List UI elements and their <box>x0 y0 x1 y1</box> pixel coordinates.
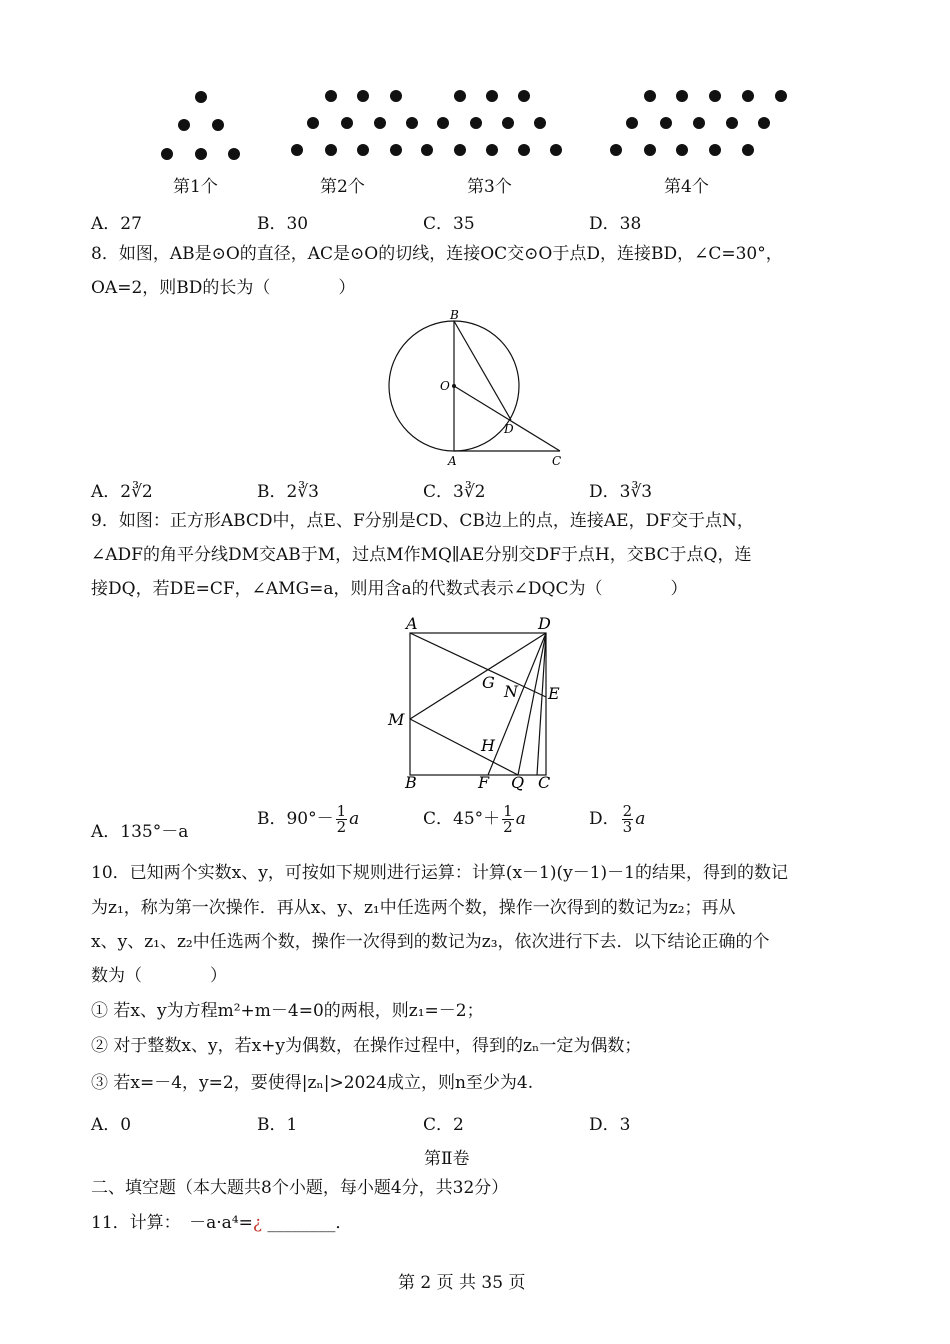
q9-option-d-prefix: D． <box>589 809 620 829</box>
page-footer: 第 2 页 共 35 页 <box>398 1273 526 1293</box>
q11-text <box>91 1213 352 1233</box>
fraction-two-thirds: $\frac{2}{3}$ <box>622 802 633 836</box>
q9-text-line3: 接DQ，若DE=CF，∠AMG=a，则用含a的代数式表示∠DQC为（ ） <box>91 579 688 599</box>
section-heading: 二、填空题（本大题共8个小题，每小题4分，共32分） <box>91 1178 509 1198</box>
variable-a: a <box>349 809 360 829</box>
fraction-one-half: $\frac{1}{2}$ <box>336 802 347 836</box>
caption-figure-1: 第1个 <box>173 177 218 197</box>
label-g: G <box>482 673 495 692</box>
label-a: A <box>448 454 457 468</box>
q10-text-line4: 数为（ ） <box>91 966 227 986</box>
q10-statement-1: ① 若x、y为方程m²+m－4=0的两根，则z₁=－2； <box>91 1001 484 1021</box>
q8-text-line1: 8．如图，AB是⊙O的直径，AC是⊙O的切线，连接OC交⊙O于点D，连接BD，∠C=30°， <box>91 244 783 264</box>
label-h: H <box>481 736 495 755</box>
label-c: C <box>552 454 562 468</box>
q10-option-c: C．2 <box>423 1115 464 1135</box>
circle-tangent-figure <box>380 305 580 470</box>
q7-option-b: B．30 <box>257 214 309 234</box>
q10-option-b: B．1 <box>257 1115 298 1135</box>
caption-figure-3: 第3个 <box>467 177 512 197</box>
caption-figure-2: 第2个 <box>320 177 365 197</box>
label-o: O <box>440 379 450 393</box>
q9-text-line2: ∠ADF的角平分线DM交AB于M，过点M作MQ∥AE分别交DF于点H，交BC于点Q，连 <box>91 545 752 565</box>
q8-text-line2: OA=2，则BD的长为（ ） <box>91 278 356 298</box>
q8-option-d: D．3∛3 <box>589 482 653 502</box>
q10-option-a: A．0 <box>91 1115 132 1135</box>
q11-expression: 11．计算： －a·a⁴= <box>91 1213 253 1233</box>
q8-option-c: C．3∛2 <box>423 482 486 502</box>
q9-option-b <box>257 804 359 835</box>
label-d: D <box>538 614 551 633</box>
q9-option-c-prefix: C．45°＋ <box>423 809 501 829</box>
q10-statement-2: ② 对于整数x、y，若x+y为偶数，在操作过程中，得到的zₙ一定为偶数； <box>91 1036 642 1056</box>
q11-answer-blank: ________． <box>267 1213 353 1233</box>
q10-text-line2: 为z₁，称为第一次操作．再从x、y、z₁中任选两个数，操作一次得到的数记为z₂；再从 <box>91 898 736 918</box>
q9-option-c <box>423 804 526 835</box>
q10-statement-3: ③ 若x=－4，y=2，要使得|zₙ|>2024成立，则n至少为4. <box>91 1073 534 1093</box>
figure-2-dots <box>291 90 418 156</box>
label-c: C <box>538 773 551 792</box>
q9-option-a: A．135°－a <box>91 822 189 842</box>
label-q: Q <box>511 773 525 792</box>
q9-option-b-prefix: B．90°－ <box>257 809 334 829</box>
square-figure <box>380 608 580 798</box>
label-m: M <box>388 710 405 729</box>
figure-3-dots <box>421 90 562 156</box>
q7-option-a: A．27 <box>91 214 142 234</box>
label-a: A <box>406 614 418 633</box>
section-title: 第Ⅱ卷 <box>424 1149 470 1169</box>
q9-option-d <box>589 804 645 835</box>
q10-option-d: D．3 <box>589 1115 631 1135</box>
q9-text-line1: 9．如图：正方形ABCD中，点E、F分别是CD、CB边上的点，连接AE，DF交于点N， <box>91 511 754 531</box>
q8-option-a: A．2∛2 <box>91 482 153 502</box>
label-n: N <box>504 682 518 701</box>
label-e: E <box>548 684 560 703</box>
fraction-one-half: $\frac{1}{2}$ <box>503 802 513 836</box>
variable-a: a <box>635 809 646 829</box>
label-b: B <box>405 773 417 792</box>
variable-a: a <box>515 809 526 829</box>
q7-option-c: C．35 <box>423 214 475 234</box>
q11-glyph: ¿ <box>252 1213 262 1233</box>
q7-option-d: D．38 <box>589 214 642 234</box>
label-f: F <box>478 773 490 792</box>
q10-text-line1: 10．已知两个实数x、y，可按如下规则进行运算：计算(x－1)(y－1)－1的结果，得到的数记 <box>91 863 788 883</box>
q8-option-b: B．2∛3 <box>257 482 319 502</box>
figure-4-dots <box>610 90 787 156</box>
label-b: B <box>450 308 459 322</box>
label-d: D <box>504 422 514 436</box>
q10-text-line3: x、y、z₁、z₂中任选两个数，操作一次得到的数记为z₃，依次进行下去．以下结论正确的个 <box>91 932 770 952</box>
caption-figure-4: 第4个 <box>664 177 709 197</box>
figure-1-dots <box>161 91 240 160</box>
